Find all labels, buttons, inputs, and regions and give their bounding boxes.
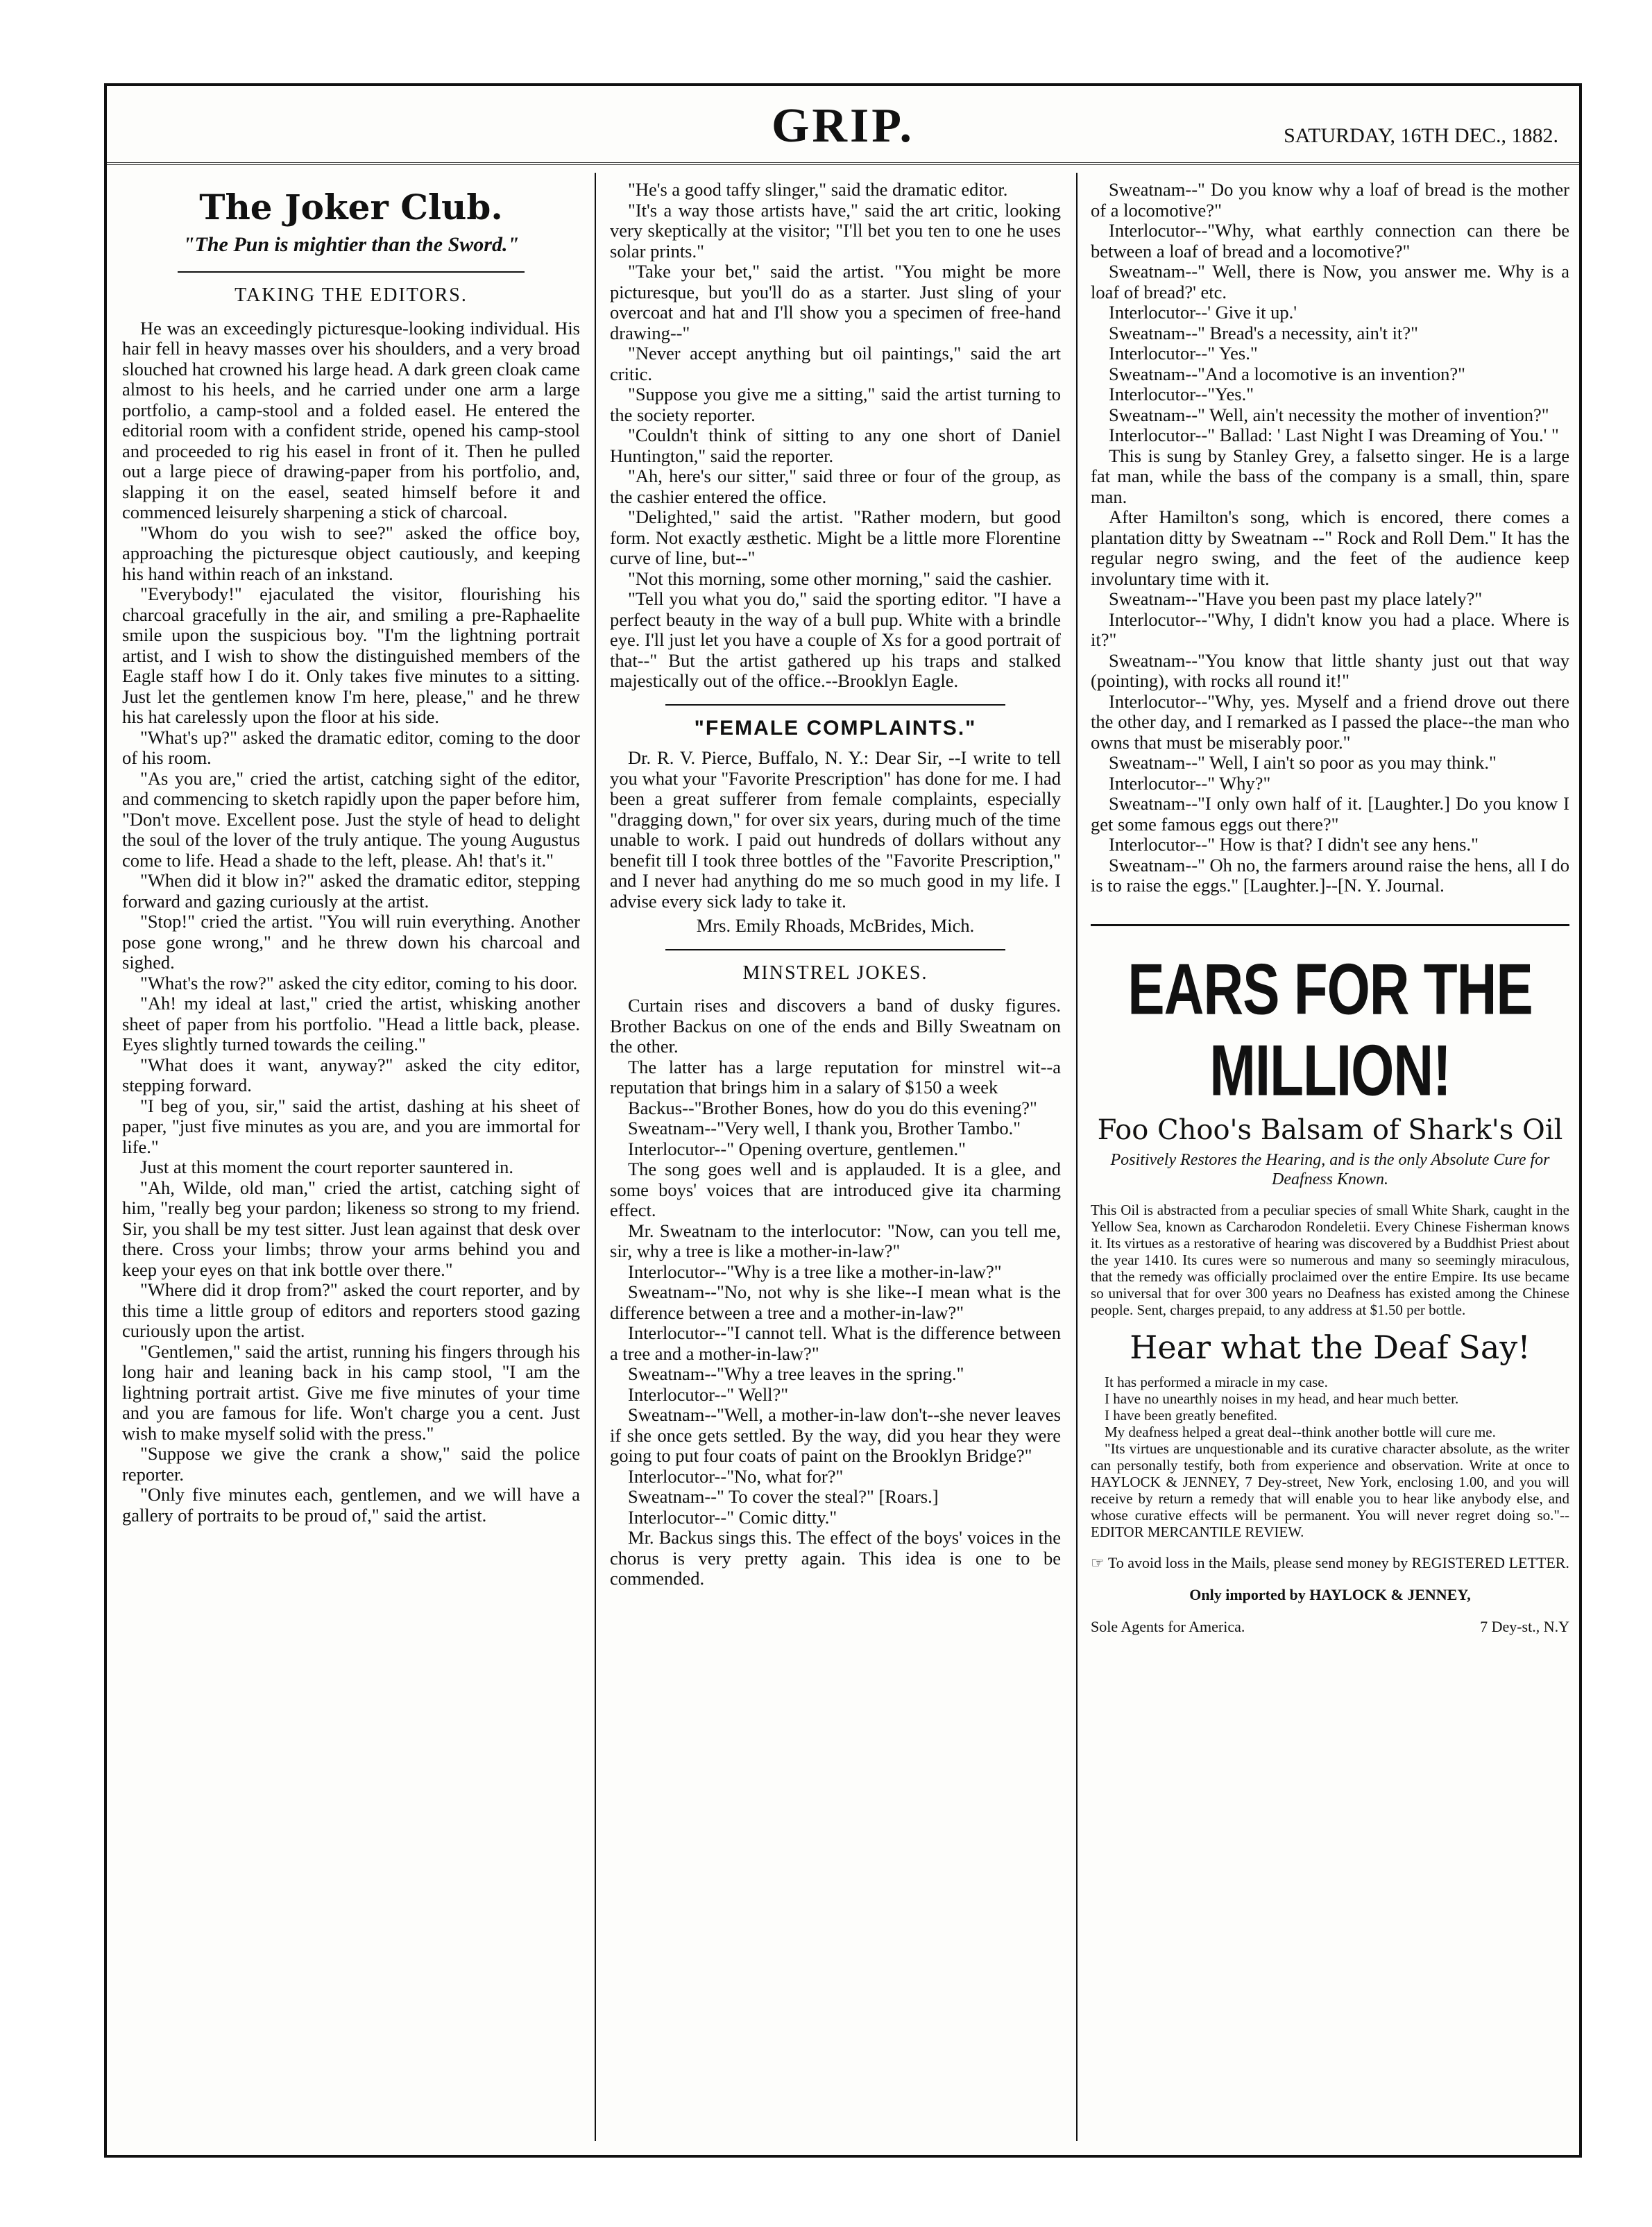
- paragraph: "Stop!" cried the artist. "You will ruin everything. Another pose gone wrong," and he threw down his charcoal and sighed.: [122, 911, 580, 973]
- article-body: [122, 318, 580, 1526]
- section-motto: "The Pun is mightier than the Sword.": [182, 233, 520, 256]
- paragraph: "Not this morning, some other morning," said the cashier.: [628, 568, 1053, 589]
- minstrel-jokes-continuation: [1091, 180, 1569, 896]
- ad-agents: Sole Agents for America.: [1091, 1617, 1245, 1635]
- paragraph: Interlocutor--"No, what for?": [628, 1465, 844, 1487]
- paragraph: "Never accept anything but oil paintings," said the art critic.: [610, 343, 1061, 384]
- paragraph: Curtain rises and discovers a band of dusky figures. Brother Backus on one of the ends and Billy Sweatnam on the other.: [610, 995, 1061, 1057]
- paragraph: "Couldn't think of sitting to any one short of Daniel Huntington," said the reporter.: [610, 425, 1061, 466]
- paragraph: "What's the row?" asked the city editor, coming to his door.: [140, 972, 578, 993]
- paragraph: Sweatnam--" Do you know why a loaf of bread is the mother of a locomotive?": [1091, 179, 1569, 221]
- paragraph: Interlocutor--" How is that? I didn't see any hens.": [1109, 834, 1479, 855]
- paragraph: Sweatnam--" Well, ain't necessity the mother of invention?": [1109, 404, 1549, 425]
- female-complaints-text: Dr. R. V. Pierce, Buffalo, N. Y.: Dear Sir, --I write to tell you what your "Favorite Prescription" has done for me. I had been a great sufferer from female complaints, especially "dragging down," for over six years, during much of the time unable to work. I paid out hundreds of dollars without any benefit till I took three bottles of the "Favorite Prescription," and I never had anything do me so much good in my life. I advise every sick lady to take it.: [610, 747, 1061, 912]
- paragraph: Interlocutor--"I cannot tell. What is the difference between a tree and a mother-in-law?": [610, 1322, 1061, 1364]
- column-three: [1091, 180, 1569, 1636]
- paragraph: Interlocutor--" Yes.": [1109, 343, 1258, 364]
- paragraph: Mr. Backus sings this. The effect of the boys' voices in the chorus is very pretty again. This idea is one to be commended.: [610, 1527, 1061, 1589]
- paragraph: The song goes well and is applauded. It is a glee, and some boys' voices that are introduced give ita charming effect.: [610, 1159, 1061, 1220]
- paragraph: Interlocutor--" Comic ditty.": [628, 1506, 837, 1528]
- paragraph: After Hamilton's song, which is encored, there comes a plantation ditty by Sweatnam --" Rock and Roll Dem." It has the regular negro swing, and the feet of the audience keep involuntary time with it.: [1091, 506, 1569, 589]
- minstrel-jokes-title: MINSTREL JOKES.: [742, 962, 928, 984]
- paragraph: He was an exceedingly picturesque-looking individual. His hair fell in heavy masses over his shoulders, and a very broad slouched hat crowned his large head. A dark green cloak came almost to his heels, and he carried under one arm a large portfolio, a camp-stool and a folded easel. He entered the editorial room with a confident stride, opened his camp-stool and proceeded to rig his easel in front of it. Then he pulled out a large piece of drawing-paper from his portfolio, and, slapping it on the easel, seated himself before it and commenced leisurely sharpening a stick of charcoal.: [122, 317, 580, 522]
- minstrel-jokes-body: [610, 996, 1061, 1589]
- paragraph: "Suppose you give me a sitting," said the artist turning to the society reporter.: [610, 384, 1061, 425]
- paragraph: "Gentlemen," said the artist, running his fingers through his long hair and leaning back in his camp stool, "I am the lightning portrait artist. Give me five minutes of your time and you are famous for life. Won't charge you a cent. Just wish to make myself solid with the press.": [122, 1340, 580, 1444]
- paragraph: Sweatnam--"Well, a mother-in-law don't--she never leaves if she once gets settled. By the way, did you hear they were going to put four coats of paint on the Brooklyn Bridge?": [610, 1404, 1061, 1466]
- paragraph: "I beg of you, sir," said the artist, dashing at his sheet of paper, "just five minutes as you are, and you are immortal for life.": [122, 1095, 580, 1157]
- pointing-hand-icon: ☞: [1091, 1553, 1105, 1571]
- paragraph: Sweatnam--" Well, I ain't so poor as you may think.": [1109, 752, 1497, 773]
- ad-testimonial-title: Hear what the Deaf Say!: [1130, 1329, 1531, 1366]
- divider: [665, 949, 1005, 950]
- paragraph: This is sung by Stanley Grey, a falsetto singer. He is a large fat man, while the bass of the company is a small, thin, spare man.: [1091, 445, 1569, 507]
- female-complaints-title: "FEMALE COMPLAINTS.": [694, 716, 977, 740]
- paragraph: Interlocutor--"Why, what earthly connection can there be between a loaf of bread and a locomotive?": [1091, 220, 1569, 262]
- paragraph: Sweatnam--"Very well, I thank you, Brother Tambo.": [628, 1118, 1021, 1138]
- paragraph: "Where did it drop from?" asked the court reporter, and by this time a little group of editors and reporters stood gazing curiously upon the artist.: [122, 1279, 580, 1341]
- testimonial-line: My deafness helped a great deal--think another bottle will cure me.: [1105, 1423, 1496, 1440]
- paragraph: "It's a way those artists have," said the art critic, looking very skeptically at the visitor; "I'll bet you ten to one he uses solar prints.": [610, 199, 1061, 262]
- paragraph: "Only five minutes each, gentlemen, and we will have a gallery of portraits to be proud of," said the artist.: [122, 1484, 580, 1526]
- paragraph: Interlocutor--"Yes.": [1109, 384, 1254, 404]
- paragraph: Interlocutor--" Opening overture, gentlemen.": [628, 1138, 966, 1159]
- ad-tagline: Positively Restores the Hearing, and is the only Absolute Cure for Deafness Known.: [1110, 1151, 1550, 1188]
- paragraph: "Tell you what you do," said the sporting editor. "I have a perfect beauty in the way of a bull pup. White with a brindle eye. I'll just let you have a couple of Xs for a good portrait of that--" But the artist gathered up his traps and stalked majestically out of the office.--Brooklyn Eagle.: [610, 588, 1061, 691]
- ad-body: This Oil is abstracted from a peculiar species of small White Shark, caught in the Yellow Sea, known as Carcharodon Rondeletii. Every Chinese Fisherman knows it. Its virtues as a restorative of hearing was discovered by a Buddhist Priest about the year 1410. Its cures were so numerous and many so seemingly miraculous, that the remedy was officially proclaimed over the entire Empire. Its use became so universal that for over 300 years no Deafness has existed among the Chinese people. Sent, charges prepaid, to any address at $1.50 per bottle.: [1091, 1202, 1569, 1318]
- ad-address: 7 Dey-st., N.Y: [1480, 1617, 1569, 1635]
- paragraph: Interlocutor--"Why is a tree like a mother-in-law?": [628, 1261, 1002, 1282]
- paragraph: "Whom do you wish to see?" asked the office boy, approaching the picturesque object cautiously, and keeping his hand within reach of an inkstand.: [122, 522, 580, 584]
- ad-imported-by: Only imported by HAYLOCK & JENNEY,: [1189, 1585, 1471, 1603]
- ad-mail-note-text: To avoid loss in the Mails, please send money by REGISTERED LETTER.: [1107, 1553, 1569, 1571]
- paragraph: "Everybody!" ejaculated the visitor, flourishing his charcoal gracefully in the air, and smiling a pre-Raphaelite smile upon the suspicious boy. "I'm the lightning portrait artist, and I wish to show the distinguished members of the Eagle staff how I do it. Only takes five minutes to a sitting. Just let the gentlemen know I'm here, please," and he threw his hat carelessly upon the floor at his side.: [122, 583, 580, 727]
- ad-mail-note: [1091, 1554, 1569, 1572]
- paragraph: "When did it blow in?" asked the dramatic editor, stepping forward and gazing curiously at the artist.: [122, 870, 580, 912]
- column-one: [122, 180, 580, 1526]
- advertisement: [1091, 924, 1569, 1636]
- ad-agents-line: [1091, 1618, 1569, 1636]
- testimonial-line: I have been greatly benefited.: [1105, 1406, 1277, 1424]
- paragraph: Interlocutor--"Why, yes. Myself and a friend drove out there the other day, and I remarked as I passed the place--the man who owns that must be miserably poor.": [1091, 690, 1569, 753]
- paragraph: Sweatnam--"Have you been past my place lately?": [1109, 588, 1483, 609]
- paragraph: Sweatnam--" Oh no, the farmers around raise the hens, all I do is to raise the eggs." [Laughter.]--[N. Y. Journal.: [1091, 854, 1569, 896]
- paragraph: "Delighted," said the artist. "Rather modern, but good form. Not exactly æsthetic. Might be a little more Florentine curve of line, but--": [610, 506, 1061, 568]
- paragraph: Mr. Sweatnam to the interlocutor: "Now, can you tell me, sir, why a tree is like a mother-in-law?": [610, 1220, 1061, 1261]
- paragraph: Sweatnam--"You know that little shanty just out that way (pointing), with rocks all round it!": [1091, 649, 1569, 691]
- newspaper-page: [104, 83, 1582, 2158]
- masthead: [107, 86, 1579, 165]
- testimonial-line: I have no unearthly noises in my head, and hear much better.: [1105, 1390, 1459, 1407]
- testimonial-line: "Its virtues are unquestionable and its curative character absolute, as the writer can personally testify, both from experience and observation. Write at once to HAYLOCK & JENNEY, 7 Dey-street, New York, enclosing 1.00, and you will receive by return a remedy that will enable you to hear like anybody else, and whose curative effects will be permanent. You will never regret doing so."--EDITOR MERCANTILE REVIEW.: [1091, 1440, 1569, 1540]
- paragraph: Interlocutor--" Well?": [628, 1383, 789, 1405]
- paragraph: "Suppose we give the crank a show," said the police reporter.: [122, 1443, 580, 1485]
- article-continuation: [610, 180, 1061, 692]
- divider: [178, 271, 525, 273]
- ad-testimonials: [1091, 1374, 1569, 1540]
- paragraph: "He's a good taffy slinger," said the dramatic editor.: [628, 179, 1008, 200]
- paragraph: "Ah, Wilde, old man," cried the artist, catching sight of him, "really beg your pardon; likeness so strong to my friend. Sir, you shall be my test sitter. Just lean against that desk over there. Cross your limbs; throw your arms behind you and keep your eyes on that ink bottle over there.": [122, 1177, 580, 1280]
- paragraph: "As you are," cried the artist, catching sight of the editor, and commencing to sketch rapidly upon the paper before him, "Don't move. Excellent pose. Just the style of head to delight the soul of the lover of the truly antique. The young Augustus come to life. Head a shade to the left, please. Ah! that's it.": [122, 767, 580, 871]
- divider: [665, 704, 1005, 706]
- testimonial-line: It has performed a miracle in my case.: [1105, 1373, 1328, 1390]
- paragraph: Interlocutor--" Ballad: ' Last Night I was Dreaming of You.' ": [1109, 425, 1559, 445]
- paragraph: Interlocutor--" Why?": [1109, 772, 1271, 794]
- article-title: TAKING THE EDITORS.: [235, 284, 468, 306]
- publication-title: GRIP.: [771, 99, 915, 153]
- paragraph: Sweatnam--" To cover the steal?" [Roars.]: [628, 1486, 939, 1507]
- paragraph: Interlocutor--"Why, I didn't know you had a place. Where is it?": [1091, 608, 1569, 650]
- paragraph: The latter has a large reputation for minstrel wit--a reputation that brings him in a salary of $150 a week: [610, 1056, 1061, 1098]
- paragraph: "What's up?" asked the dramatic editor, coming to the door of his room.: [122, 726, 580, 768]
- paragraph: Sweatnam--"Why a tree leaves in the spring.": [628, 1363, 964, 1384]
- paragraph: "What does it want, anyway?" asked the city editor, stepping forward.: [122, 1054, 580, 1095]
- paragraph: Sweatnam--"No, not why is she like--I mean what is the difference between a tree and a mother-in-law?": [610, 1281, 1061, 1323]
- column-divider: [1076, 173, 1078, 2141]
- paragraph: Sweatnam--"And a locomotive is an invention?": [1109, 363, 1465, 384]
- paragraph: "Take your bet," said the artist. "You might be more picturesque, but you'll do as a starter. Just sling of your overcoat and hat and I'll show you a specimen of free-hand drawing--": [610, 261, 1061, 343]
- paragraph: Sweatnam--"I only own half of it. [Laughter.] Do you know I get some famous eggs out there?": [1091, 793, 1569, 835]
- paragraph: Interlocutor--' Give it up.': [1109, 302, 1297, 323]
- paragraph: "Ah! my ideal at last," cried the artist, whisking another sheet of paper from his portfolio. "Head a little back, please. Eyes slightly turned towards the ceiling.": [122, 993, 580, 1055]
- paragraph: Backus--"Brother Bones, how do you do this evening?": [628, 1097, 1037, 1118]
- female-complaints-signature: Mrs. Emily Rhoads, McBrides, Mich.: [696, 915, 975, 936]
- paragraph: Just at this moment the court reporter sauntered in.: [140, 1157, 513, 1177]
- ad-subhead: Foo Choo's Balsam of Shark's Oil: [1097, 1114, 1563, 1146]
- column-two: [610, 180, 1061, 1589]
- issue-date: SATURDAY, 16TH DEC., 1882.: [1284, 124, 1558, 147]
- paragraph: "Ah, here's our sitter," said three or four of the group, as the cashier entered the office.: [610, 466, 1061, 507]
- paragraph: Sweatnam--" Well, there is Now, you answer me. Why is a loaf of bread?' etc.: [1091, 261, 1569, 302]
- paragraph: Sweatnam--" Bread's a necessity, ain't it?": [1109, 322, 1418, 343]
- section-title: The Joker Club.: [199, 187, 503, 228]
- column-divider: [595, 173, 596, 2141]
- ad-headline: EARS FOR THE MILLION!: [1127, 948, 1533, 1111]
